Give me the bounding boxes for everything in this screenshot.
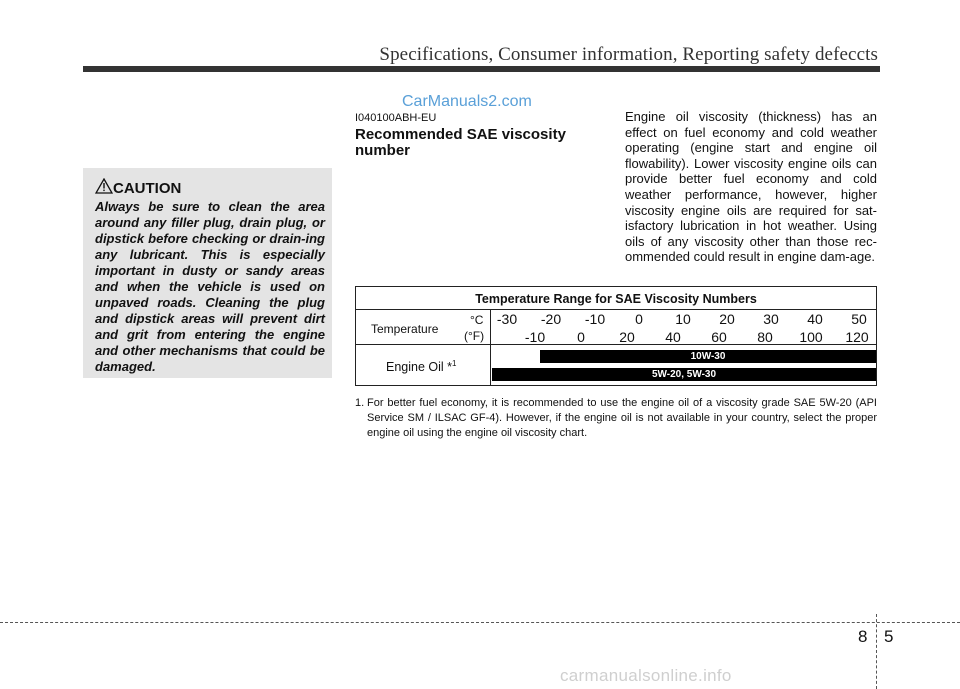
celsius-tick: 40: [807, 311, 823, 327]
caution-text: Always be sure to clean the area around any filler plug, drain plug, or dipstick before checking or drain-ing any lubricant. This is especially important in dusty or sandy areas and when the vehicle is used on unpaved roads. Cleaning the plug and dipstick areas will prevent dirt and grit from entering the engine and other mechanisms that could be damaged.: [95, 199, 325, 374]
warning-triangle-icon: [95, 178, 113, 194]
celsius-tick: 10: [675, 311, 691, 327]
section-code: I040100ABH-EU: [355, 112, 437, 124]
caution-title: CAUTION: [113, 180, 182, 197]
celsius-unit: °C: [470, 313, 484, 327]
fahrenheit-tick: 60: [711, 329, 727, 345]
header-rule: [83, 66, 880, 72]
celsius-tick: -20: [540, 311, 562, 327]
temperature-label: Temperature: [371, 322, 439, 336]
celsius-tick: 50: [851, 311, 867, 327]
fahrenheit-unit: (°F): [464, 329, 485, 343]
fahrenheit-tick: 120: [845, 329, 869, 345]
footnote-text: For better fuel economy, it is recommended to use the engine oil of a viscosity grade SAE 5W-20 (API Service SM / ILSAC GF-4). However, if the engine oil is not available in your country, select the proper engine oil using the engine oil viscosity chart.: [367, 397, 877, 439]
fahrenheit-tick: -10: [524, 329, 546, 345]
footer-rule: [0, 622, 960, 623]
engine-oil-text: Engine Oil *: [386, 360, 453, 375]
watermark-link[interactable]: CarManuals2.com: [402, 93, 532, 110]
oil-bar: 5W-20, 5W-30: [492, 368, 876, 381]
footnote-marker: 1: [452, 359, 457, 368]
fahrenheit-tick: 20: [619, 329, 635, 345]
chapter-number: 8: [858, 627, 868, 646]
engine-oil-label: [386, 359, 456, 374]
celsius-tick: 0: [635, 311, 643, 327]
celsius-tick: -10: [584, 311, 606, 327]
footer-divider: [876, 614, 877, 689]
table-column-divider: [490, 309, 491, 386]
fahrenheit-tick: 80: [757, 329, 773, 345]
footnote: [355, 396, 877, 441]
caution-box: [83, 168, 332, 378]
viscosity-table: [355, 286, 877, 386]
table-divider: [356, 344, 876, 345]
table-divider: [356, 309, 876, 310]
fahrenheit-tick: 0: [577, 329, 585, 345]
oil-bar: 10W-30: [540, 350, 876, 363]
table-title: Temperature Range for SAE Viscosity Numbers: [475, 292, 757, 306]
page-number: 5: [884, 627, 894, 646]
viscosity-paragraph: Engine oil viscosity (thickness) has an effect on fuel economy and cold weather operating (engine start and engine oil flowability). Lower viscosity engine oils can provide better fuel economy and cold weather performance, however, higher viscosity engine oils are required for sat-isfactory lubrication in hot weather. Using oils of any viscosity other than those rec-ommended could result in engine dam-age.: [625, 109, 877, 265]
fahrenheit-tick: 100: [799, 329, 823, 345]
footer-watermark: carmanualsonline.info: [560, 666, 732, 685]
celsius-tick: 30: [763, 311, 779, 327]
celsius-tick: 20: [719, 311, 735, 327]
fahrenheit-tick: 40: [665, 329, 681, 345]
footnote-number: 1.: [355, 397, 365, 409]
celsius-tick: -30: [496, 311, 518, 327]
section-heading: Recommended SAE viscosity number: [355, 126, 566, 159]
running-header: Specifications, Consumer information, Reporting safety defeccts: [379, 44, 878, 65]
